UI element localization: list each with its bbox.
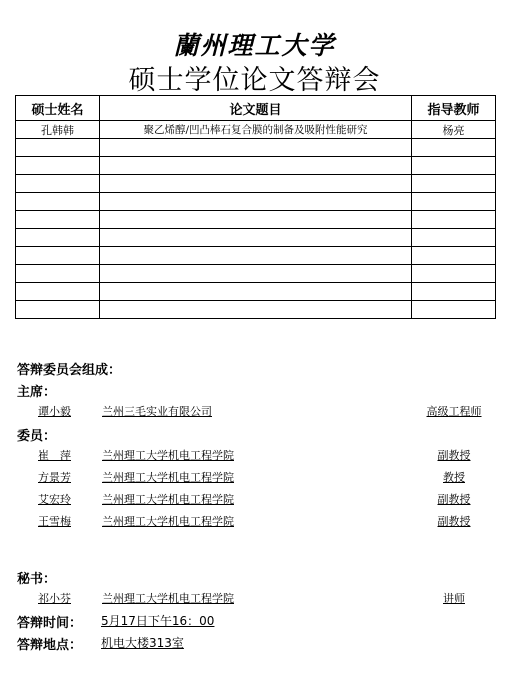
chair-name: 谭小毅 — [38, 405, 71, 418]
chair-row — [0, 403, 509, 419]
student-name-cell — [16, 157, 100, 175]
advisor-cell — [412, 247, 496, 265]
student-name-cell: 孔韩韩 — [16, 121, 100, 139]
column-header-advisor: 指导教师 — [412, 96, 496, 121]
topic-cell — [100, 283, 412, 301]
member-unit: 兰州理工大学机电工程学院 — [102, 471, 234, 484]
university-logo: 蘭州理工大学 — [173, 31, 336, 60]
table-row — [16, 121, 496, 139]
table-row — [16, 193, 496, 211]
member-row — [0, 469, 509, 485]
table-row — [16, 265, 496, 283]
defense-time-value: 5月17日下午16：00 — [101, 614, 215, 628]
chair-unit: 兰州三毛实业有限公司 — [102, 405, 212, 418]
table-row — [16, 283, 496, 301]
advisor-cell — [412, 157, 496, 175]
chair-label: 主席： — [17, 385, 57, 400]
member-unit: 兰州理工大学机电工程学院 — [102, 449, 234, 462]
secretary-title: 讲师 — [443, 592, 465, 605]
table-header-row — [16, 96, 496, 121]
topic-cell — [100, 175, 412, 193]
advisor-cell — [412, 211, 496, 229]
advisor-cell — [412, 229, 496, 247]
student-name-cell — [16, 283, 100, 301]
topic-cell — [100, 265, 412, 283]
student-name-cell — [16, 247, 100, 265]
member-title: 副教授 — [437, 449, 471, 462]
table-row — [16, 139, 496, 157]
members-label: 委员： — [17, 429, 57, 444]
member-row — [0, 513, 509, 529]
secretary-unit: 兰州理工大学机电工程学院 — [102, 592, 234, 605]
table-row — [16, 175, 496, 193]
member-row — [0, 447, 509, 463]
member-name: 崔 萍 — [38, 449, 71, 462]
topic-cell — [100, 157, 412, 175]
student-name-cell — [16, 229, 100, 247]
topic-cell — [100, 211, 412, 229]
table-row — [16, 301, 496, 319]
column-header-student: 硕士姓名 — [16, 96, 100, 121]
member-row — [0, 491, 509, 507]
advisor-cell — [412, 193, 496, 211]
student-name-cell — [16, 193, 100, 211]
committee-heading: 答辩委员会组成： — [17, 363, 122, 378]
advisor-cell: 杨亮 — [412, 121, 496, 139]
student-name-cell — [16, 139, 100, 157]
table-row — [16, 247, 496, 265]
member-name: 艾宏玲 — [38, 493, 71, 506]
member-unit: 兰州理工大学机电工程学院 — [102, 493, 234, 506]
defense-place-value: 机电大楼313室 — [101, 636, 184, 650]
student-name-cell — [16, 175, 100, 193]
member-title: 教授 — [443, 471, 465, 484]
secretary-row — [0, 590, 509, 606]
defense-place — [17, 634, 497, 653]
student-name-cell — [16, 211, 100, 229]
topic-cell — [100, 247, 412, 265]
member-name: 王雪梅 — [38, 515, 71, 528]
advisor-cell — [412, 265, 496, 283]
member-unit: 兰州理工大学机电工程学院 — [102, 515, 234, 528]
advisor-cell — [412, 139, 496, 157]
defense-time — [17, 612, 497, 631]
table-row — [16, 211, 496, 229]
topic-cell — [100, 229, 412, 247]
thesis-table — [15, 95, 496, 319]
member-name: 方景芳 — [38, 471, 71, 484]
topic-cell — [100, 139, 412, 157]
advisor-cell — [412, 301, 496, 319]
topic-cell: 聚乙烯醇/凹凸棒石复合膜的制备及吸附性能研究 — [100, 121, 412, 139]
defense-time-label: 答辩时间： — [17, 616, 83, 631]
member-title: 副教授 — [437, 493, 471, 506]
table-row — [16, 229, 496, 247]
member-title: 副教授 — [437, 515, 471, 528]
chair-title: 高级工程师 — [426, 405, 482, 418]
student-name-cell — [16, 265, 100, 283]
advisor-cell — [412, 283, 496, 301]
secretary-name: 祁小芬 — [38, 592, 71, 605]
column-header-topic: 论文题目 — [100, 96, 412, 121]
defense-place-label: 答辩地点： — [17, 638, 83, 653]
page-title: 硕士学位论文答辩会 — [128, 65, 381, 96]
student-name-cell — [16, 301, 100, 319]
topic-cell — [100, 193, 412, 211]
advisor-cell — [412, 175, 496, 193]
secretary-label: 秘书： — [17, 572, 57, 587]
table-row — [16, 157, 496, 175]
topic-cell — [100, 301, 412, 319]
